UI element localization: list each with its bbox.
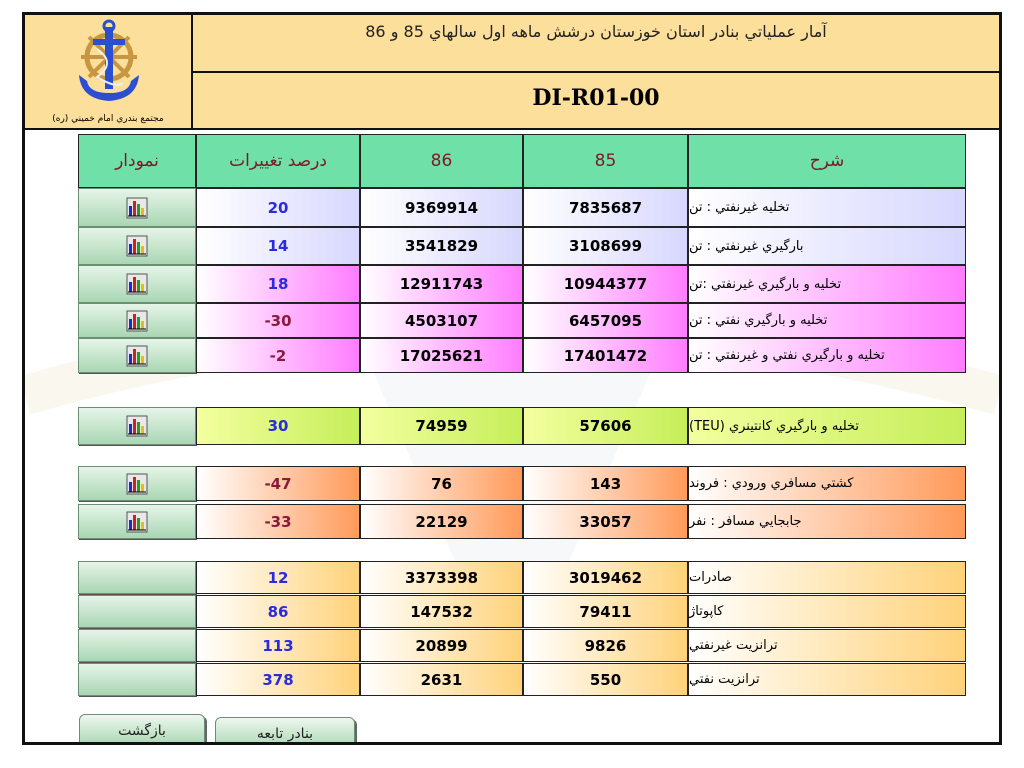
value-86-cell: 17025621 xyxy=(360,338,523,373)
value-86-cell: 9369914 xyxy=(360,188,523,227)
bar-chart-icon xyxy=(126,345,148,367)
chart-cell-empty xyxy=(78,561,196,594)
value-85-cell: 3019462 xyxy=(523,561,688,594)
value-86-cell: 3541829 xyxy=(360,227,523,265)
change-percent-cell: 113 xyxy=(196,629,360,662)
value-85-cell: 10944377 xyxy=(523,265,688,303)
change-percent-cell: -33 xyxy=(196,504,360,539)
column-header-change: درصد تغييرات xyxy=(196,134,360,188)
bar-chart-icon xyxy=(126,415,148,437)
value-85-cell: 6457095 xyxy=(523,303,688,338)
report-title xyxy=(193,15,999,73)
report-title-text: آمار عملياتي بنادر استان خوزستان درشش ماهه اول سالهاي 85 و 86 xyxy=(365,22,827,41)
column-header-86: 86 xyxy=(360,134,523,188)
value-85-cell: 33057 xyxy=(523,504,688,539)
value-85-cell: 79411 xyxy=(523,595,688,628)
row-label: تخليه و بارگيري نفتي و غيرنفتي : تن xyxy=(688,338,966,373)
value-86-cell: 22129 xyxy=(360,504,523,539)
change-percent-cell: -47 xyxy=(196,466,360,501)
row-label: جابجايي مسافر : نفر xyxy=(688,504,966,539)
value-86-cell: 76 xyxy=(360,466,523,501)
row-label: كاپوتاژ xyxy=(688,595,966,628)
row-label: كشتي مسافري ورودي : فروند xyxy=(688,466,966,501)
value-85-cell: 143 xyxy=(523,466,688,501)
row-label: تخليه غيرنفتي : تن xyxy=(688,188,966,227)
subsidiary-ports-button[interactable]: بنادر تابعه xyxy=(215,717,355,745)
report-code-text: DI-R01-00 xyxy=(532,85,660,111)
value-86-cell: 20899 xyxy=(360,629,523,662)
row-label: تخليه و بارگيري غيرنفتي :تن xyxy=(688,265,966,303)
chart-button[interactable] xyxy=(78,227,196,265)
bar-chart-icon xyxy=(126,310,148,332)
bar-chart-icon xyxy=(126,511,148,533)
chart-button[interactable] xyxy=(78,303,196,338)
row-label: ترانزيت نفتي xyxy=(688,663,966,696)
chart-cell-empty xyxy=(78,663,196,696)
change-percent-cell: 14 xyxy=(196,227,360,265)
change-percent-cell: 18 xyxy=(196,265,360,303)
change-percent-cell: -30 xyxy=(196,303,360,338)
change-percent-cell: 86 xyxy=(196,595,360,628)
chart-button[interactable] xyxy=(78,407,196,445)
value-86-cell: 12911743 xyxy=(360,265,523,303)
chart-button[interactable] xyxy=(78,504,196,539)
anchor-logo-icon xyxy=(67,19,151,107)
change-percent-cell: 378 xyxy=(196,663,360,696)
chart-button[interactable] xyxy=(78,466,196,501)
chart-button[interactable] xyxy=(78,338,196,373)
chart-button[interactable] xyxy=(78,265,196,303)
value-86-cell: 74959 xyxy=(360,407,523,445)
value-85-cell: 550 xyxy=(523,663,688,696)
value-85-cell: 9826 xyxy=(523,629,688,662)
row-label: ترانزيت غيرنفتي xyxy=(688,629,966,662)
bar-chart-icon xyxy=(126,197,148,219)
change-percent-cell: 30 xyxy=(196,407,360,445)
change-percent-cell: 12 xyxy=(196,561,360,594)
column-header-85: 85 xyxy=(523,134,688,188)
back-button[interactable]: بازگشت xyxy=(79,714,205,745)
row-label: تخليه و بارگيري نفتي : تن xyxy=(688,303,966,338)
page-frame xyxy=(22,12,1002,745)
bar-chart-icon xyxy=(126,273,148,295)
change-percent-cell: -2 xyxy=(196,338,360,373)
row-label: تخليه و بارگيري كانتينري (TEU) xyxy=(688,407,966,445)
bar-chart-icon xyxy=(126,473,148,495)
chart-cell-empty xyxy=(78,595,196,628)
column-header-chart: نمودار xyxy=(78,134,196,188)
value-86-cell: 147532 xyxy=(360,595,523,628)
report-code xyxy=(193,73,999,130)
value-86-cell: 2631 xyxy=(360,663,523,696)
value-86-cell: 4503107 xyxy=(360,303,523,338)
column-header-description: شرح xyxy=(688,134,966,188)
value-85-cell: 3108699 xyxy=(523,227,688,265)
value-85-cell: 57606 xyxy=(523,407,688,445)
bar-chart-icon xyxy=(126,235,148,257)
logo-panel xyxy=(25,15,193,130)
row-label: بارگيري غيرنفتي : تن xyxy=(688,227,966,265)
row-label: صادرات xyxy=(688,561,966,594)
value-85-cell: 17401472 xyxy=(523,338,688,373)
change-percent-cell: 20 xyxy=(196,188,360,227)
value-86-cell: 3373398 xyxy=(360,561,523,594)
value-85-cell: 7835687 xyxy=(523,188,688,227)
chart-button[interactable] xyxy=(78,188,196,227)
chart-cell-empty xyxy=(78,629,196,662)
logo-caption: مجتمع بندري امام خميني (ره) xyxy=(52,114,164,124)
